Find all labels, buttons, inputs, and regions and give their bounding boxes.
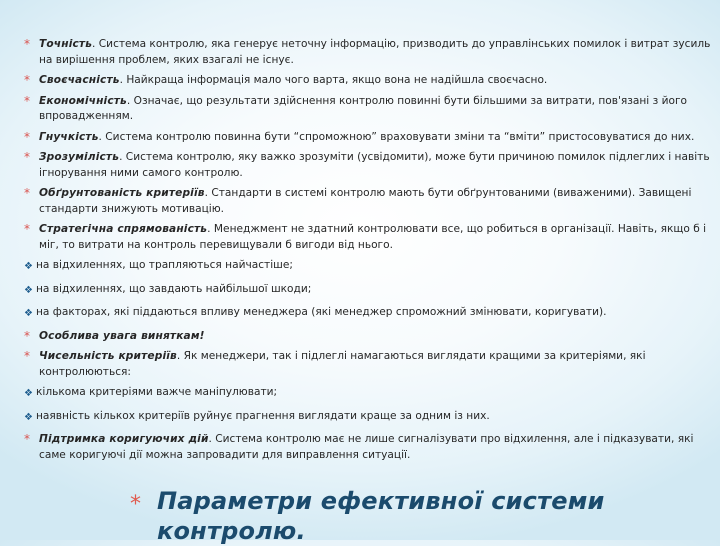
list-subitem — [24, 258, 714, 274]
asterisk-bullet-icon: * — [24, 328, 30, 343]
list-item — [24, 130, 714, 146]
asterisk-bullet-icon: * — [24, 349, 30, 363]
item-text: . Як менеджери, так і підлеглі намагаються виглядати кращими за критеріями, які контролюються: — [39, 350, 646, 378]
item-term: Стратегічна спрямованість — [39, 223, 208, 235]
item-text: . Стандарти в системі контролю мають бути обґрунтованими (виваженими). Завищені стандарти знижують мотивацію. — [39, 187, 692, 215]
diamond-bullet-icon: ❖ — [24, 308, 33, 319]
diamond-bullet-icon: ❖ — [24, 388, 33, 399]
asterisk-bullet-icon: * — [24, 222, 30, 236]
list-item — [24, 37, 714, 68]
item-text: . Система контролю повинна бути “спроможною” враховувати зміни та “вміти” пристосовуватися до них. — [98, 130, 695, 143]
item-text: кількома критеріями важче маніпулювати; — [36, 386, 278, 398]
slide-title — [130, 486, 720, 545]
list-item — [24, 349, 714, 380]
list-item — [24, 329, 714, 345]
asterisk-bullet-icon: * — [24, 73, 30, 87]
item-term: Гнучкість — [39, 130, 99, 143]
asterisk-bullet-icon: * — [24, 432, 30, 446]
asterisk-bullet-icon: * — [24, 93, 30, 108]
item-term: Зрозумілість — [39, 151, 120, 163]
item-term: Економічність — [39, 94, 127, 107]
asterisk-bullet-icon: * — [24, 37, 30, 51]
list-subitem — [24, 282, 714, 298]
item-text: наявність кількох критеріїв руйнує прагнення виглядати краще за одним із них. — [36, 409, 490, 422]
item-text: . Система контролю, яка генерує неточну інформацію, призводить до управлінських помилок і витрат зусиль на вирішення проблем, яких взагалі не існує. — [39, 38, 711, 66]
page-title: Параметри ефективної системи контролю. — [157, 487, 605, 545]
item-text: на відхиленнях, що завдають найбільшої шкоди; — [36, 282, 312, 295]
list-item — [24, 222, 714, 253]
item-text: . Система контролю, яку важко зрозуміти (усвідомити), може бути причиною помилок підлеглих і навіть ігнорування ними самого контролю. — [39, 151, 710, 179]
asterisk-bullet-icon: * — [24, 186, 30, 200]
item-text: на факторах, які піддаються впливу менеджера (які менеджер спроможний змінювати, коригувати). — [36, 306, 607, 318]
item-term: Точність — [39, 38, 93, 50]
bullet-list — [24, 37, 714, 468]
diamond-bullet-icon: ❖ — [24, 284, 33, 296]
list-item — [24, 73, 714, 89]
item-term: Обґрунтованість критеріїв — [39, 187, 205, 199]
diamond-bullet-icon: ❖ — [24, 411, 33, 423]
asterisk-bullet-icon: * — [24, 150, 30, 164]
asterisk-title-icon: * — [130, 492, 141, 517]
item-term: Чисельність критеріїв — [39, 350, 177, 362]
list-item — [24, 150, 714, 181]
item-text: . Найкраща інформація мало чого варта, якщо вона не надійшла своєчасно. — [119, 74, 548, 86]
list-item — [24, 432, 714, 463]
list-item — [24, 94, 714, 125]
list-item — [24, 186, 714, 217]
item-text: . Система контролю має не лише сигналізувати про відхилення, але і підказувати, які саме коригуючі дії можна запровадити для виправлення ситуації. — [39, 433, 694, 461]
item-term: Своєчасність — [39, 74, 120, 86]
item-term: Підтримка коригуючих дій — [39, 433, 209, 445]
list-subitem — [24, 409, 714, 425]
list-subitem — [24, 305, 714, 321]
diamond-bullet-icon: ❖ — [24, 261, 33, 272]
item-text: на відхиленнях, що трапляються найчастіше; — [36, 259, 293, 271]
item-text: . Означає, що результати здійснення контролю повинні бути більшими за витрати, пов'язані з його впровадженням. — [39, 94, 688, 122]
list-subitem — [24, 385, 714, 401]
item-text: . Менеджмент не здатний контролювати все, що робиться в організації. Навіть, якщо б і міг, то витрати на контроль перевищували б вигоди від нього. — [39, 223, 707, 251]
asterisk-bullet-icon: * — [24, 129, 30, 144]
item-term: Особлива увага виняткам! — [39, 329, 205, 342]
